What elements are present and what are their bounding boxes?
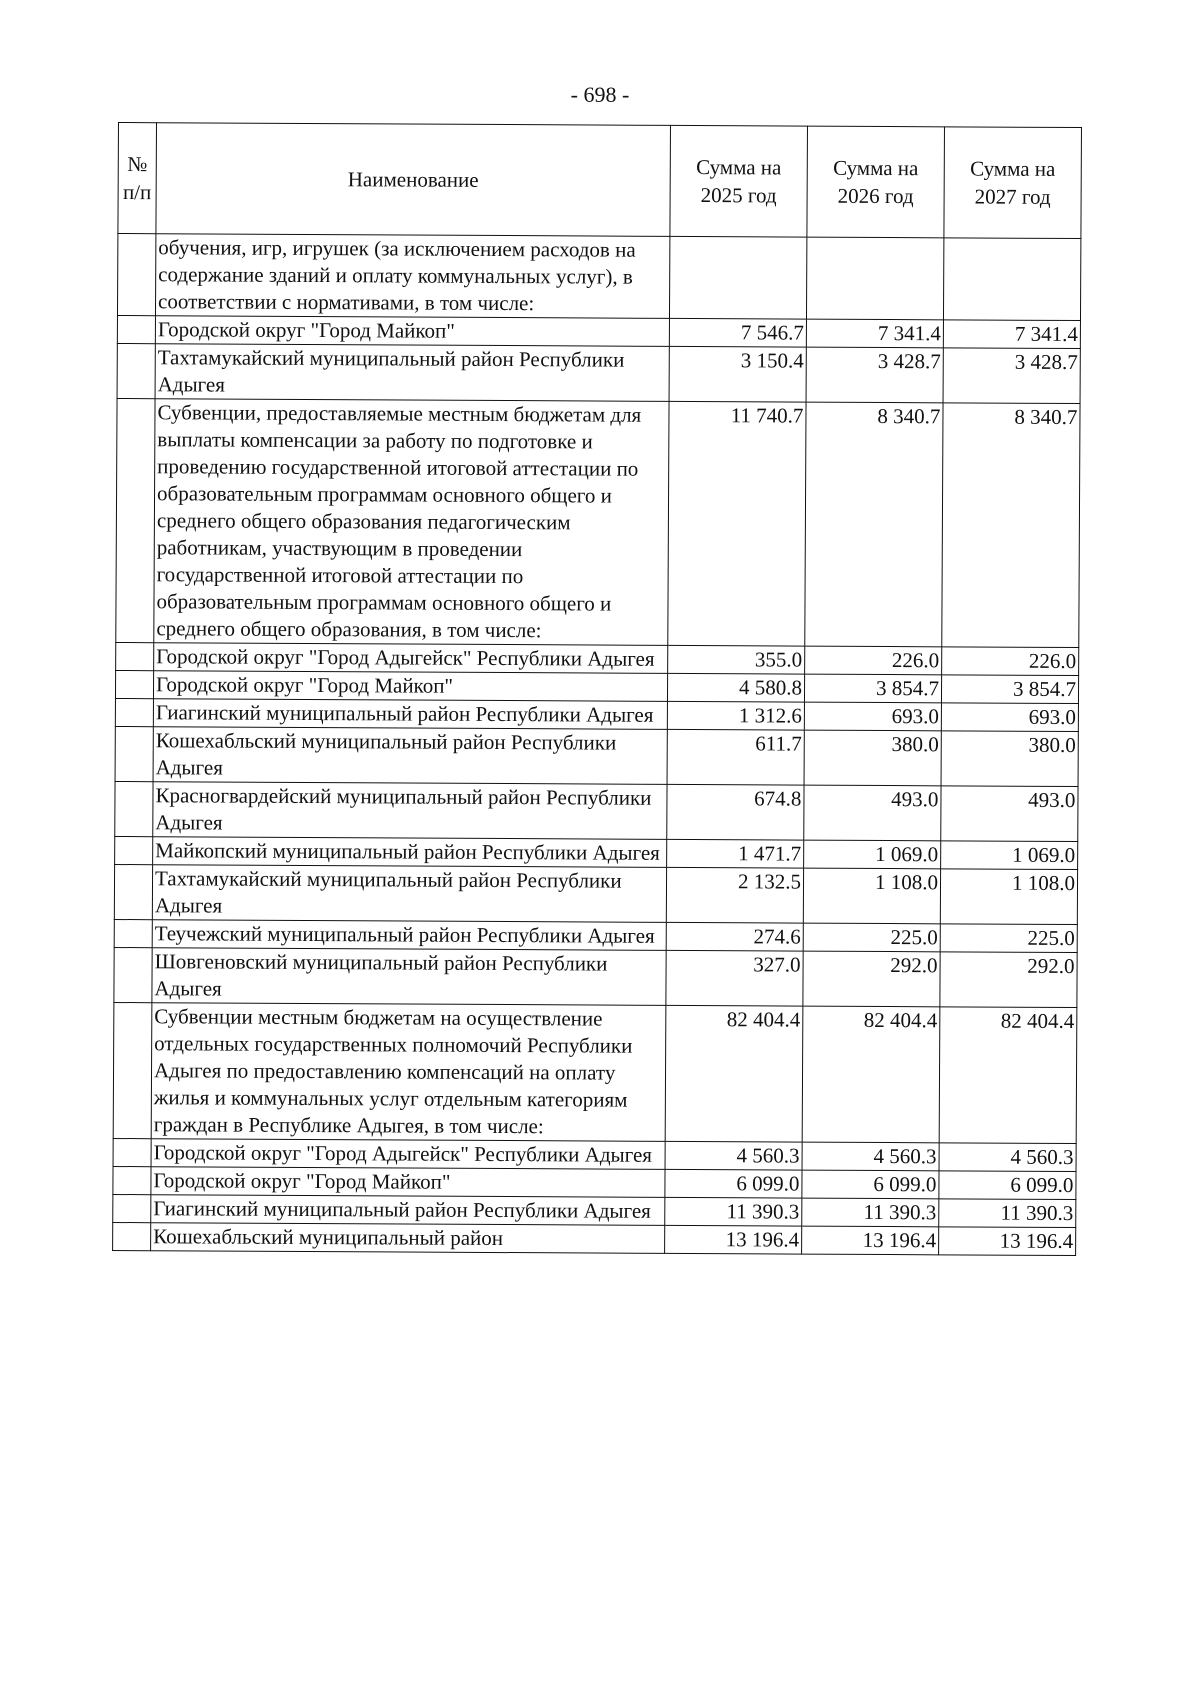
row-name-cell: Гиагинский муниципальный район Республики Адыгея xyxy=(151,1195,665,1226)
row-sum-2027-cell xyxy=(943,238,1080,321)
row-name-cell: обучения, игр, игрушек (за исключением расходов на содержание зданий и оплату коммунальных услуг), в соответствии с нормативами, в том числе: xyxy=(155,234,669,319)
row-sum-2027-cell: 8 340.7 xyxy=(942,403,1080,648)
row-sum-2025-cell: 4 580.8 xyxy=(667,673,804,702)
row-number-cell xyxy=(116,642,154,670)
row-name-cell: Субвенции, предоставляемые местным бюджетам для выплаты компенсации за работу по подготовке и проведению государственной итоговой аттестации по образовательным программам основного общего и среднего общего образования педагогическим работникам, участвующим в проведении государственной итоговой аттестации по образовательным программам основного общего и среднего общего образования, в том числе: xyxy=(154,399,669,646)
table-row xyxy=(114,864,1077,924)
row-sum-2027-cell: 13 196.4 xyxy=(939,1227,1076,1256)
table-row xyxy=(115,836,1078,869)
header-name: Наименование xyxy=(156,123,671,237)
row-name-cell: Городской округ "Город Майкоп" xyxy=(151,1167,665,1198)
table-row xyxy=(113,1166,1076,1199)
row-number-cell xyxy=(113,1002,152,1138)
row-sum-2027-cell: 225.0 xyxy=(940,924,1077,953)
row-sum-2025-cell: 11 740.7 xyxy=(668,401,806,646)
row-sum-2026-cell: 7 341.4 xyxy=(806,319,943,348)
row-sum-2026-cell: 13 196.4 xyxy=(802,1226,939,1255)
row-sum-2026-cell: 8 340.7 xyxy=(805,402,943,647)
row-sum-2027-cell: 292.0 xyxy=(940,952,1077,1008)
row-name-cell: Шовгеновский муниципальный район Республики Адыгея xyxy=(152,948,666,1006)
row-sum-2025-cell: 4 560.3 xyxy=(665,1141,802,1170)
row-sum-2026-cell: 82 404.4 xyxy=(802,1006,940,1143)
table-row xyxy=(116,398,1080,647)
row-sum-2026-cell: 225.0 xyxy=(803,923,940,952)
row-number-cell xyxy=(114,864,152,919)
row-name-cell: Кошехабльский муниципальный район Республики Адыгея xyxy=(153,727,667,785)
table-body xyxy=(113,234,1081,1256)
row-number-cell xyxy=(117,343,155,398)
row-sum-2026-cell: 4 560.3 xyxy=(802,1142,939,1171)
table-row xyxy=(113,1222,1076,1255)
row-sum-2025-cell xyxy=(669,236,806,319)
row-name-cell: Городской округ "Город Адыгейск" Республики Адыгея xyxy=(151,1139,665,1170)
header-sum-2027: Сумма на 2027 год xyxy=(944,127,1082,239)
table-row xyxy=(117,234,1080,321)
row-sum-2027-cell: 1 069.0 xyxy=(941,841,1078,870)
row-sum-2027-cell: 4 560.3 xyxy=(939,1143,1076,1172)
row-name-cell: Гиагинский муниципальный район Республики Адыгея xyxy=(153,699,667,730)
row-sum-2025-cell: 6 099.0 xyxy=(665,1169,802,1198)
row-name-cell: Городской округ "Город Майкоп" xyxy=(153,671,667,702)
header-sum-2026: Сумма на 2026 год xyxy=(807,126,945,238)
row-name-cell: Тахтамукайский муниципальный район Республики Адыгея xyxy=(155,344,669,402)
row-number-cell xyxy=(115,726,153,781)
row-sum-2026-cell: 380.0 xyxy=(804,730,941,786)
row-sum-2026-cell: 493.0 xyxy=(804,785,941,841)
table-row xyxy=(115,726,1078,786)
table-row xyxy=(114,919,1077,952)
row-sum-2027-cell: 7 341.4 xyxy=(943,320,1080,349)
row-sum-2025-cell: 274.6 xyxy=(666,922,803,951)
row-sum-2025-cell: 7 546.7 xyxy=(669,318,806,347)
row-sum-2026-cell: 3 854.7 xyxy=(804,674,941,703)
row-name-cell: Субвенции местным бюджетам на осуществление отдельных государственных полномочий Республики Адыгея по предоставлению компенсаций на оплату жилья и коммунальных услуг отдельным категориям граждан в Республике Адыгея, в том числе: xyxy=(151,1003,666,1142)
row-sum-2025-cell: 1 312.6 xyxy=(667,701,804,730)
table-row xyxy=(115,670,1078,703)
row-number-cell xyxy=(113,1166,151,1194)
row-number-cell xyxy=(115,836,153,864)
row-sum-2025-cell: 355.0 xyxy=(668,645,805,674)
row-name-cell: Майкопский муниципальный район Республики Адыгея xyxy=(153,837,667,868)
row-sum-2025-cell: 2 132.5 xyxy=(666,867,803,923)
row-number-cell xyxy=(115,698,153,726)
row-sum-2026-cell xyxy=(806,237,943,320)
row-sum-2027-cell: 693.0 xyxy=(941,703,1078,732)
row-number-cell xyxy=(113,1222,151,1250)
page-number: - 698 - xyxy=(570,82,630,107)
row-sum-2027-cell: 380.0 xyxy=(941,731,1078,787)
row-number-cell xyxy=(114,947,152,1002)
row-sum-2027-cell: 11 390.3 xyxy=(939,1199,1076,1228)
row-sum-2026-cell: 226.0 xyxy=(805,646,942,675)
row-number-cell xyxy=(113,1138,151,1166)
row-number-cell xyxy=(117,315,155,343)
table-row xyxy=(113,1002,1077,1143)
budget-table xyxy=(112,122,1082,1256)
table-row xyxy=(117,315,1080,348)
row-name-cell: Теучежский муниципальный район Республики Адыгея xyxy=(152,920,666,951)
row-sum-2026-cell: 1 069.0 xyxy=(804,840,941,869)
row-number-cell xyxy=(113,1194,151,1222)
row-sum-2025-cell: 11 390.3 xyxy=(665,1197,802,1226)
row-number-cell xyxy=(115,670,153,698)
row-sum-2026-cell: 3 428.7 xyxy=(806,347,943,403)
table-row xyxy=(117,343,1080,403)
table-row xyxy=(115,698,1078,731)
row-name-cell: Тахтамукайский муниципальный район Республики Адыгея xyxy=(152,865,666,923)
row-sum-2025-cell: 1 471.7 xyxy=(667,839,804,868)
row-name-cell: Городской округ "Город Адыгейск" Республики Адыгея xyxy=(154,643,668,674)
row-sum-2026-cell: 292.0 xyxy=(803,951,940,1007)
row-sum-2026-cell: 1 108.0 xyxy=(803,868,940,924)
row-sum-2025-cell: 611.7 xyxy=(667,729,804,785)
row-number-cell xyxy=(114,919,152,947)
table-row xyxy=(115,781,1078,841)
row-sum-2027-cell: 226.0 xyxy=(942,647,1079,676)
row-sum-2026-cell: 6 099.0 xyxy=(802,1170,939,1199)
row-name-cell: Кошехабльский муниципальный район xyxy=(151,1223,665,1254)
row-name-cell: Городской округ "Город Майкоп" xyxy=(155,316,669,347)
row-sum-2027-cell: 6 099.0 xyxy=(939,1171,1076,1200)
row-sum-2027-cell: 493.0 xyxy=(941,786,1078,842)
row-sum-2027-cell: 3 428.7 xyxy=(943,348,1080,404)
row-sum-2026-cell: 693.0 xyxy=(804,702,941,731)
row-sum-2025-cell: 82 404.4 xyxy=(665,1005,803,1142)
row-number-cell xyxy=(115,781,153,836)
row-number-cell xyxy=(116,398,155,642)
table-row xyxy=(116,642,1079,675)
row-sum-2027-cell: 3 854.7 xyxy=(941,675,1078,704)
table-header-row xyxy=(118,123,1082,239)
row-number-cell xyxy=(117,234,155,316)
row-sum-2025-cell: 327.0 xyxy=(666,950,803,1006)
row-name-cell: Красногвардейский муниципальный район Республики Адыгея xyxy=(153,782,667,840)
table-row xyxy=(114,947,1077,1007)
row-sum-2025-cell: 674.8 xyxy=(667,784,804,840)
row-sum-2025-cell: 3 150.4 xyxy=(669,346,806,402)
row-sum-2025-cell: 13 196.4 xyxy=(665,1225,802,1254)
table-row xyxy=(113,1194,1076,1227)
header-number: № п/п xyxy=(118,123,157,234)
row-sum-2027-cell: 82 404.4 xyxy=(939,1007,1077,1144)
row-sum-2026-cell: 11 390.3 xyxy=(802,1198,939,1227)
table-row xyxy=(113,1138,1076,1171)
row-sum-2027-cell: 1 108.0 xyxy=(940,869,1077,925)
header-sum-2025: Сумма на 2025 год xyxy=(670,125,808,237)
